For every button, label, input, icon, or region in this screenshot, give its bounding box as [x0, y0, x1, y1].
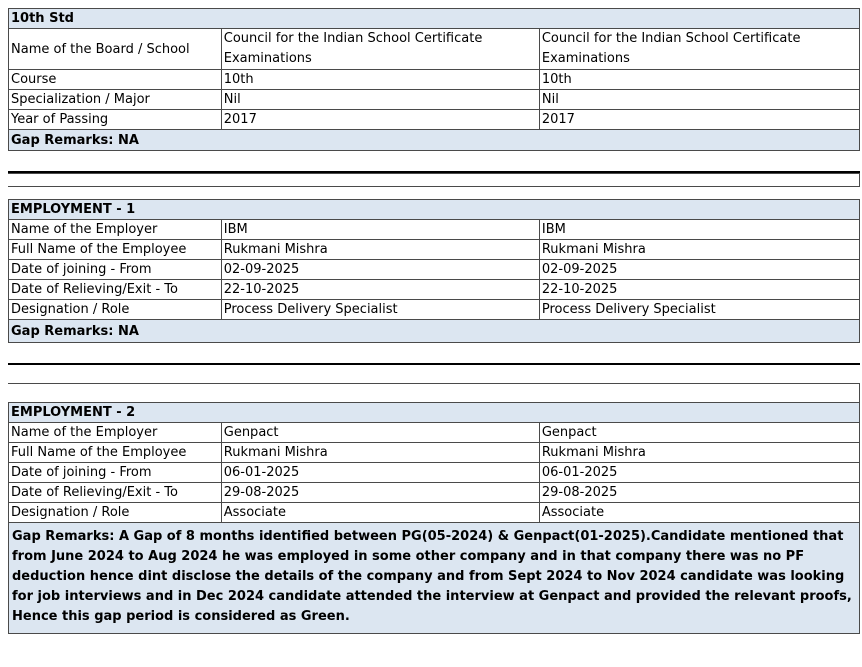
table-row: [9, 280, 860, 300]
row-value-b: Process Delivery Specialist: [539, 300, 859, 320]
row-value-a: Process Delivery Specialist: [221, 300, 539, 320]
row-value-b: 02-09-2025: [539, 260, 859, 280]
row-value-a: 29-08-2025: [221, 483, 539, 503]
row-value-a: Associate: [221, 503, 539, 523]
table-row: [9, 110, 860, 130]
row-value-a: IBM: [221, 220, 539, 240]
gap-remarks-row: [9, 320, 860, 343]
section-title: EMPLOYMENT - 2: [9, 403, 860, 423]
row-label: Name of the Board / School: [9, 29, 222, 70]
gap-remarks: Gap Remarks: NA: [9, 130, 860, 151]
gap-remarks-row: [9, 523, 860, 634]
row-value-a: Rukmani Mishra: [221, 443, 539, 463]
table-row: [9, 483, 860, 503]
row-label: Date of joining - From: [9, 463, 222, 483]
row-label: Year of Passing: [9, 110, 222, 130]
section-header-row: [9, 9, 860, 29]
gap-remarks-row: [9, 130, 860, 151]
row-value-a: Genpact: [221, 423, 539, 443]
row-value-a: 06-01-2025: [221, 463, 539, 483]
row-value-b: 06-01-2025: [539, 463, 859, 483]
row-value-b: Rukmani Mishra: [539, 240, 859, 260]
section-spacer: [8, 365, 860, 383]
section-header-row: [9, 403, 860, 423]
row-value-a: Council for the Indian School Certificate Examinations: [221, 29, 539, 70]
row-label: Course: [9, 70, 222, 90]
tenth-std-table: [8, 8, 860, 151]
section-header-row: [9, 200, 860, 220]
row-value-a: 22-10-2025: [221, 280, 539, 300]
row-label: Designation / Role: [9, 503, 222, 523]
row-label: Date of Relieving/Exit - To: [9, 483, 222, 503]
row-value-b: 10th: [539, 70, 859, 90]
row-value-a: 2017: [221, 110, 539, 130]
employment-2-table: [8, 402, 860, 634]
table-row: [9, 443, 860, 463]
row-value-b: 2017: [539, 110, 859, 130]
row-label: Date of joining - From: [9, 260, 222, 280]
row-label: Specialization / Major: [9, 90, 222, 110]
blank-row: [8, 383, 860, 402]
gap-remarks: Gap Remarks: NA: [9, 320, 860, 343]
row-value-a: Nil: [221, 90, 539, 110]
table-row: [9, 463, 860, 483]
table-row: [9, 220, 860, 240]
section-spacer: [8, 187, 860, 199]
row-value-b: Genpact: [539, 423, 859, 443]
row-value-b: 29-08-2025: [539, 483, 859, 503]
employment-1-table: [8, 199, 860, 343]
row-value-a: Rukmani Mishra: [221, 240, 539, 260]
blank-row: [8, 173, 860, 187]
row-value-b: Nil: [539, 90, 859, 110]
row-label: Designation / Role: [9, 300, 222, 320]
verification-sheet: [8, 8, 860, 634]
table-row: [9, 503, 860, 523]
gap-remarks: Gap Remarks: A Gap of 8 months identified between PG(05-2024) & Genpact(01-2025).Candidate mentioned that from June 2024 to Aug 2024 he was employed in some other company and in that company there was no PF deduction hence dint disclose the details of the company and from Sept 2024 to Nov 2024 candidate was looking for job interviews and in Dec 2024 candidate attended the interview at Genpact and provided the relevant proofs, Hence this gap period is considered as Green.: [9, 523, 860, 634]
row-label: Name of the Employer: [9, 423, 222, 443]
row-label: Date of Relieving/Exit - To: [9, 280, 222, 300]
row-label: Full Name of the Employee: [9, 240, 222, 260]
row-value-b: Council for the Indian School Certificate Examinations: [539, 29, 859, 70]
row-value-b: Rukmani Mishra: [539, 443, 859, 463]
section-spacer: [8, 343, 860, 363]
table-row: [9, 240, 860, 260]
table-row: [9, 90, 860, 110]
table-row: [9, 300, 860, 320]
row-label: Name of the Employer: [9, 220, 222, 240]
section-title: 10th Std: [9, 9, 860, 29]
table-row: [9, 260, 860, 280]
table-row: [9, 29, 860, 70]
row-label: Full Name of the Employee: [9, 443, 222, 463]
row-value-b: 22-10-2025: [539, 280, 859, 300]
section-title: EMPLOYMENT - 1: [9, 200, 860, 220]
section-spacer: [8, 151, 860, 171]
table-row: [9, 70, 860, 90]
table-row: [9, 423, 860, 443]
row-value-a: 02-09-2025: [221, 260, 539, 280]
row-value-b: Associate: [539, 503, 859, 523]
row-value-b: IBM: [539, 220, 859, 240]
row-value-a: 10th: [221, 70, 539, 90]
